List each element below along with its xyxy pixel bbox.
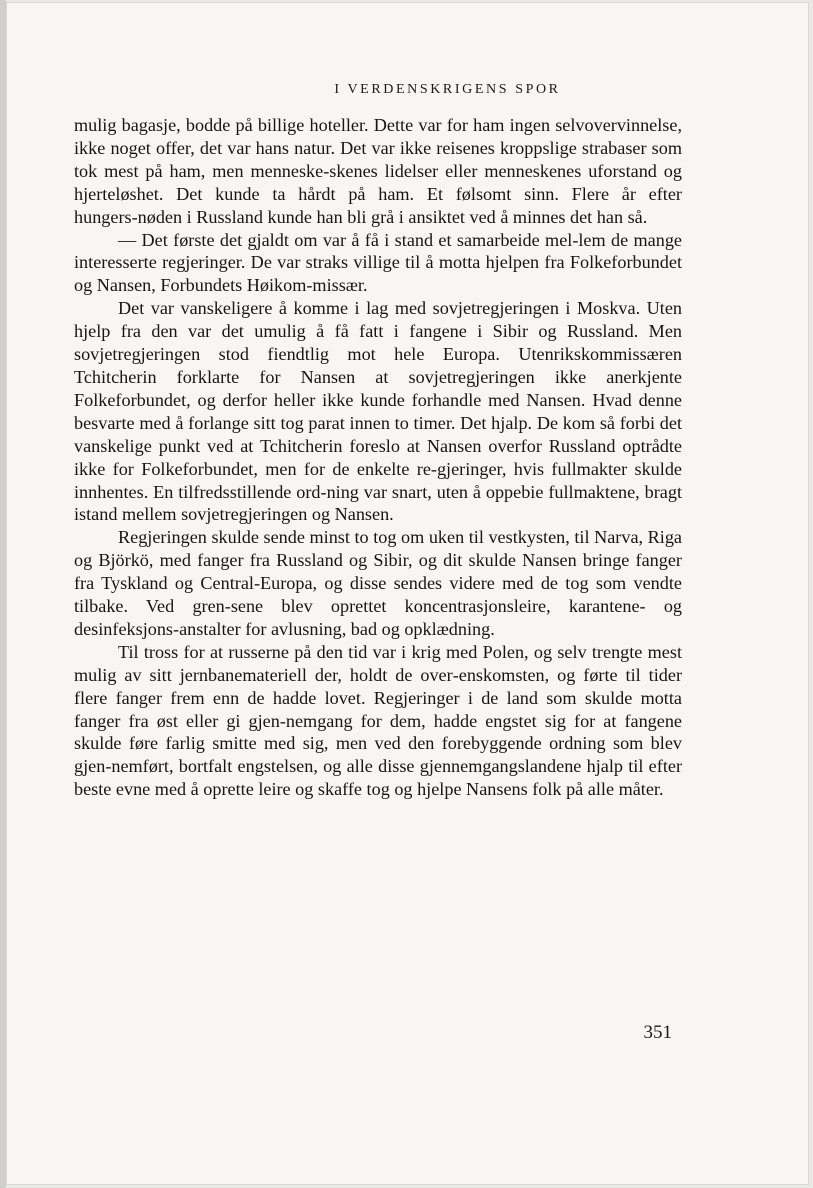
body-text [74,114,682,801]
paragraph-2: — Det første det gjaldt om var å få i stand et samarbeide mel‑lem de mange interesserte regjeringer. De var straks villige til å motta hjelpen fra Folkeforbundet og Nansen, Forbundets Høikom‑missær. [74,229,682,296]
paragraph-3: Det var vanskeligere å komme i lag med sovjetregjeringen i Moskva. Uten hjelp fra den var det umulig å få fatt i fangene i Sibir og Russland. Men sovjetregjeringen stod fiendtlig mot hele Europa. Utenrikskommissæren Tchitcherin forklarte for Nansen at sovjetregjeringen ikke anerkjente Folkeforbundet, og derfor heller ikke kunde forhandle med Nansen. Hvad denne besvarte med å forlange sitt tog parat innen to timer. Det hjalp. De kom så forbi det vanskelige punkt ved at Tchitcherin foreslo at Nansen overfor Russland optrådte ikke for Folkeforbundet, men for de enkelte re‑gjeringer, hvis fullmakter skulde innhentes. En tilfredsstillende ord‑ning var snart, uten å oppebie fullmaktene, bragt istand mellem sovjetregjeringen og Nansen. [74,298,682,525]
running-header: I VERDENSKRIGENS SPOR [334,82,561,97]
paragraph-5: Til tross for at russerne på den tid var i krig med Polen, og selv trengte mest mulig av sitt jernbanemateriell der, holdt de over‑enskomsten, og førte til tider flere fanger frem enn de hadde lovet. Regjeringer i de land som skulde motta fanger fra øst eller gi gjen‑nemgang for dem, hadde engstet sig for at fangene skulde føre farlig smitte med sig, men ved den forebyggende ordning som blev gjen‑nemført, bortfalt engstelsen, og alle disse gjennemgangslandene hjalp til efter beste evne med å oprette leire og skaffe tog og hjelpe Nansens folk på alle måter. [74,641,682,800]
book-page [6,2,809,1185]
paragraph-4: Regjeringen skulde sende minst to tog om uken til vestkysten, til Narva, Riga og Björkö, med fanger fra Russland og Sibir, og dit skulde Nansen bringe fanger fra Tyskland og Central-Europa, og disse sendes videre med de tog som vendte tilbake. Ved gren‑sene blev oprettet koncentrasjonsleire, karantene‑ og desinfeksjons‑anstalter for avlusning, bad og opklædning. [74,527,682,639]
paragraph-1: mulig bagasje, bodde på billige hoteller. Dette var for ham ingen selvovervinnelse, ikke noget offer, det var hans natur. Det var ikke reisenes kroppslige strabaser som tok mest på ham, men menneske‑skenes lidelser eller menneskenes uforstand og hjerteløshet. Det kunde ta hårdt på ham. Et følsomt sinn. Flere år efter hungers‑nøden i Russland kunde han bli grå i ansiktet ved å minnes det han så. [74,115,682,227]
page-number: 351 [643,1022,672,1043]
